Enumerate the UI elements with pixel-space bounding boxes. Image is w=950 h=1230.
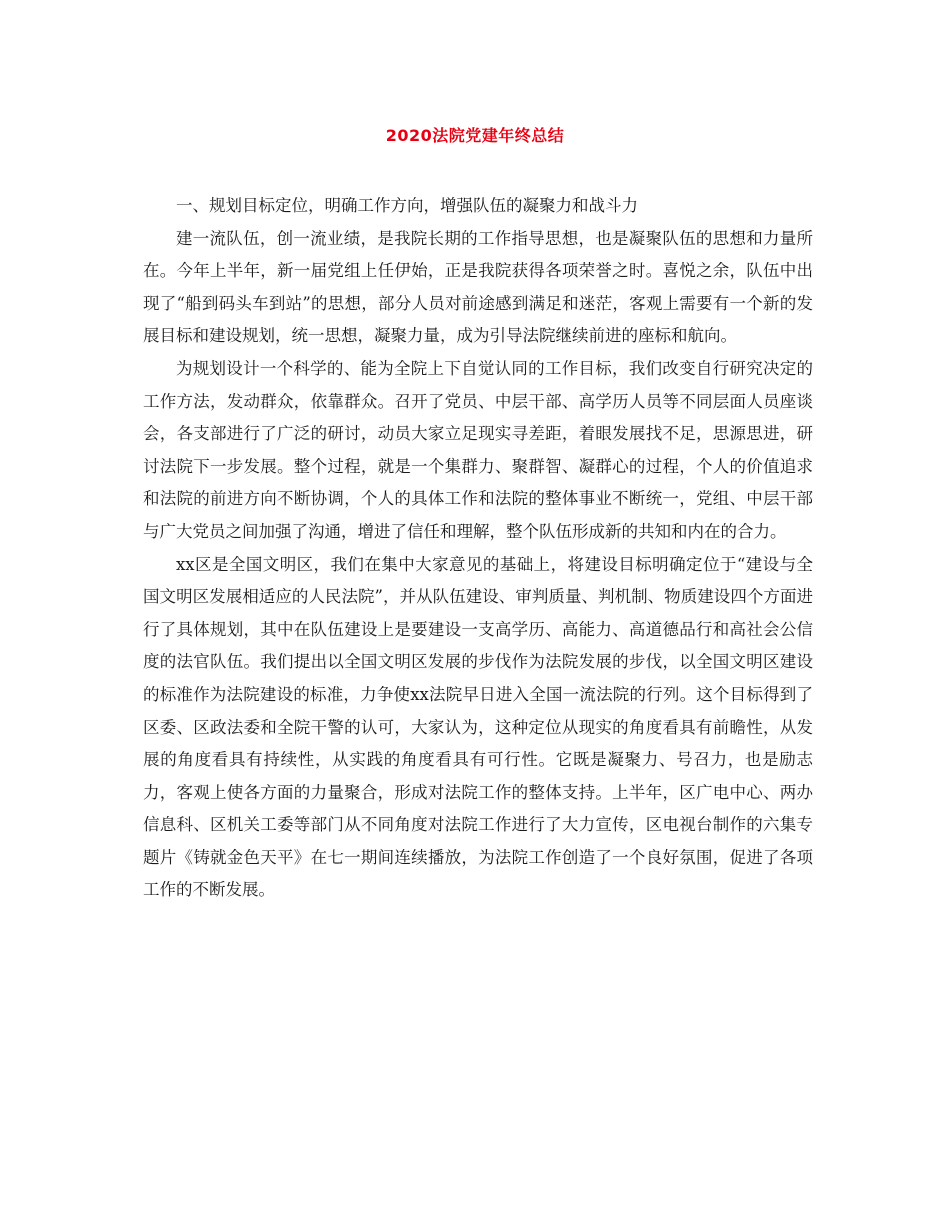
document-title: 2020法院党建年终总结 xyxy=(385,126,565,145)
section-heading: 一、规划目标定位，明确工作方向，增强队伍的凝聚力和战斗力 xyxy=(176,196,638,215)
paragraph-3: xx区是全国文明区，我们在集中大家意见的基础上，将建设目标明确定位于“建设与全国文明区发展相适应的人民法院”，并从队伍建设、审判质量、判机制、物质建设四个方面进行了具体规划，其中在队伍建设上是要建设一支高学历、高能力、高道德品行和高社会公信度的法官队伍。我们提出以全国文明区发展的步伐作为法院发展的步伐，以全国文明区建设的标准作为法院建设的标准，力争使xx法院早日进入全国一流法院的行列。这个目标得到了区委、区政法委和全院干警的认可，大家认为，这种定位从现实的角度看具有前瞻性，从发展的角度看具有持续性，从实践的角度看具有可行性。它既是凝聚力、号召力，也是励志力，客观上使各方面的力量聚合，形成对法院工作的整体支持。上半年，区广电中心、两办信息科、区机关工委等部门从不同角度对法院工作进行了大力宣传，区电视台制作的六集专题片《铸就金色天平》在七一期间连续播放，为法院工作创造了一个良好氛围，促进了各项工作的不断发展。 xyxy=(143,554,813,900)
document-body xyxy=(143,190,813,907)
paragraph-1: 建一流队伍，创一流业绩，是我院长期的工作指导思想，也是凝聚队伍的思想和力量所在。今年上半年，新一届党组上任伊始，正是我院获得各项荣誉之时。喜悦之余，队伍中出现了“船到码头车到站”的思想，部分人员对前途感到满足和迷茫，客观上需要有一个新的发展目标和建设规划，统一思想，凝聚力量，成为引导法院继续前进的座标和航向。 xyxy=(143,228,813,346)
paragraph-2: 为规划设计一个科学的、能为全院上下自觉认同的工作目标，我们改变自行研究决定的工作方法，发动群众，依靠群众。召开了党员、中层干部、高学历人员等不同层面人员座谈会，各支部进行了广泛的研讨，动员大家立足现实寻差距，着眼发展找不足，思源思进，研讨法院下一步发展。整个过程，就是一个集群力、聚群智、凝群心的过程，个人的价值追求和法院的前进方向不断协调，个人的具体工作和法院的整体事业不断统一，党组、中层干部与广大党员之间加强了沟通，增进了信任和理解，整个队伍形成新的共知和内在的合力。 xyxy=(143,358,813,541)
